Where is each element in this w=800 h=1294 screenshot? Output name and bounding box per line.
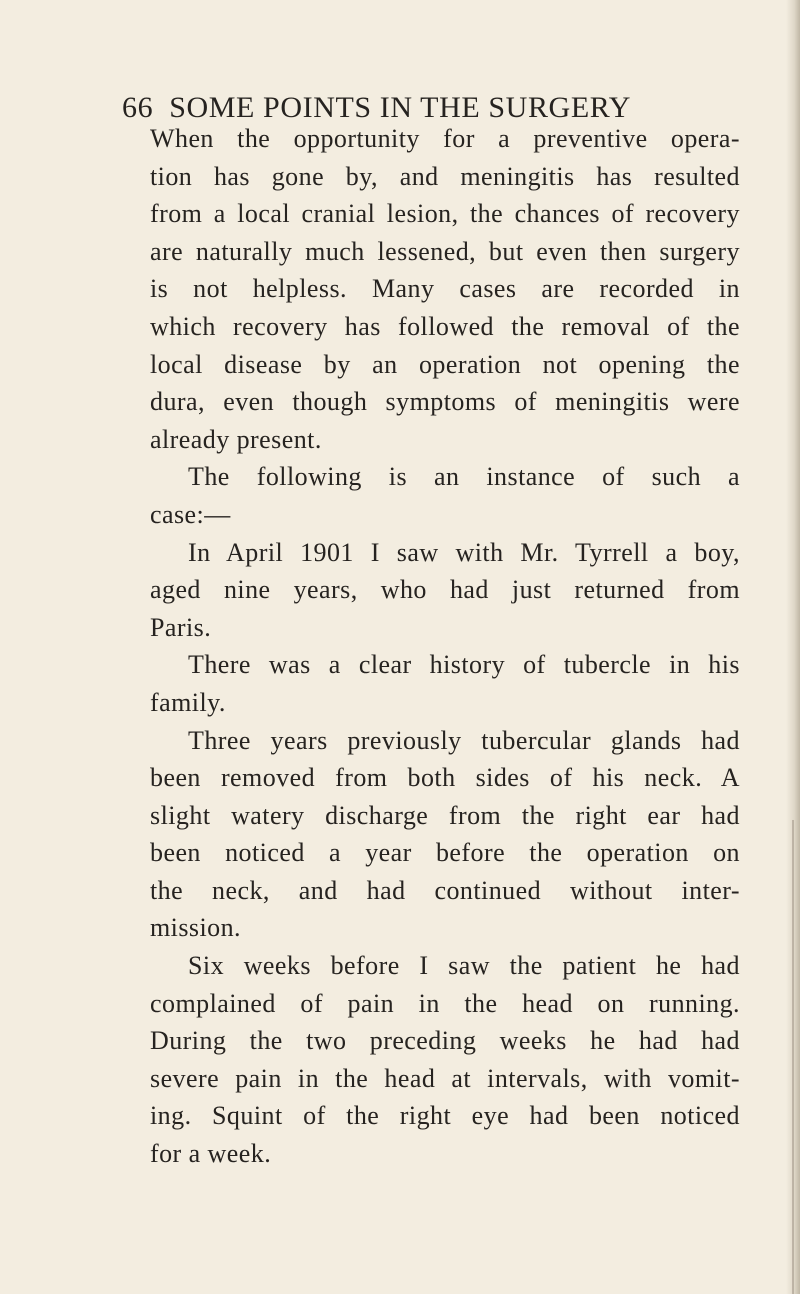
text-line: slight watery discharge from the right ear had	[150, 800, 740, 830]
page-number: 66	[122, 91, 154, 124]
text-line: been removed from both sides of his neck. A	[150, 763, 740, 793]
text-line: Paris.	[150, 612, 212, 642]
text-line: from a local cranial lesion, the chances of recovery	[150, 199, 740, 229]
text-line: tion has gone by, and meningitis has resulted	[150, 161, 740, 191]
text-line: During the two preceding weeks he had had	[150, 1026, 740, 1056]
text-line: for a week.	[150, 1139, 272, 1169]
paragraph-4	[150, 646, 740, 721]
text-line: ing. Squint of the right eye had been noticed	[150, 1101, 740, 1131]
text-line: Three years previously tubercular glands had	[188, 725, 740, 755]
text-line: When the opportunity for a preventive opera-	[150, 124, 740, 153]
body-text	[150, 120, 740, 1173]
text-line: Six weeks before I saw the patient he had	[188, 951, 740, 981]
text-line: mission.	[150, 913, 242, 943]
text-line: is not helpless. Many cases are recorded in	[150, 274, 740, 304]
text-line: In April 1901 I saw with Mr. Tyrrell a boy,	[188, 537, 740, 567]
text-line: been noticed a year before the operation on	[150, 838, 740, 868]
text-line: local disease by an operation not opening the	[150, 349, 740, 379]
text-line: are naturally much lessened, but even then surgery	[150, 236, 740, 266]
text-line: family.	[150, 687, 226, 717]
paragraph-6	[150, 947, 740, 1173]
text-line: severe pain in the head at intervals, with vomit-	[150, 1063, 740, 1093]
paragraph-3	[150, 534, 740, 647]
text-line: case:—	[150, 499, 231, 529]
text-line: complained of pain in the head on running.	[150, 988, 740, 1018]
paragraph-2	[150, 458, 740, 533]
text-line: already present.	[150, 424, 322, 454]
text-line: which recovery has followed the removal of the	[150, 311, 740, 341]
text-line: There was a clear history of tubercle in his	[188, 650, 740, 680]
running-title: SOME POINTS IN THE SURGERY	[169, 91, 631, 124]
paragraph-1	[150, 120, 740, 458]
text-line: dura, even though symptoms of meningitis were	[150, 387, 740, 417]
text-line: the neck, and had continued without inter-	[150, 875, 740, 905]
paragraph-5	[150, 722, 740, 948]
page-edge-line	[792, 820, 794, 1294]
text-line: The following is an instance of such a	[188, 462, 740, 492]
text-line: aged nine years, who had just returned from	[150, 575, 740, 605]
